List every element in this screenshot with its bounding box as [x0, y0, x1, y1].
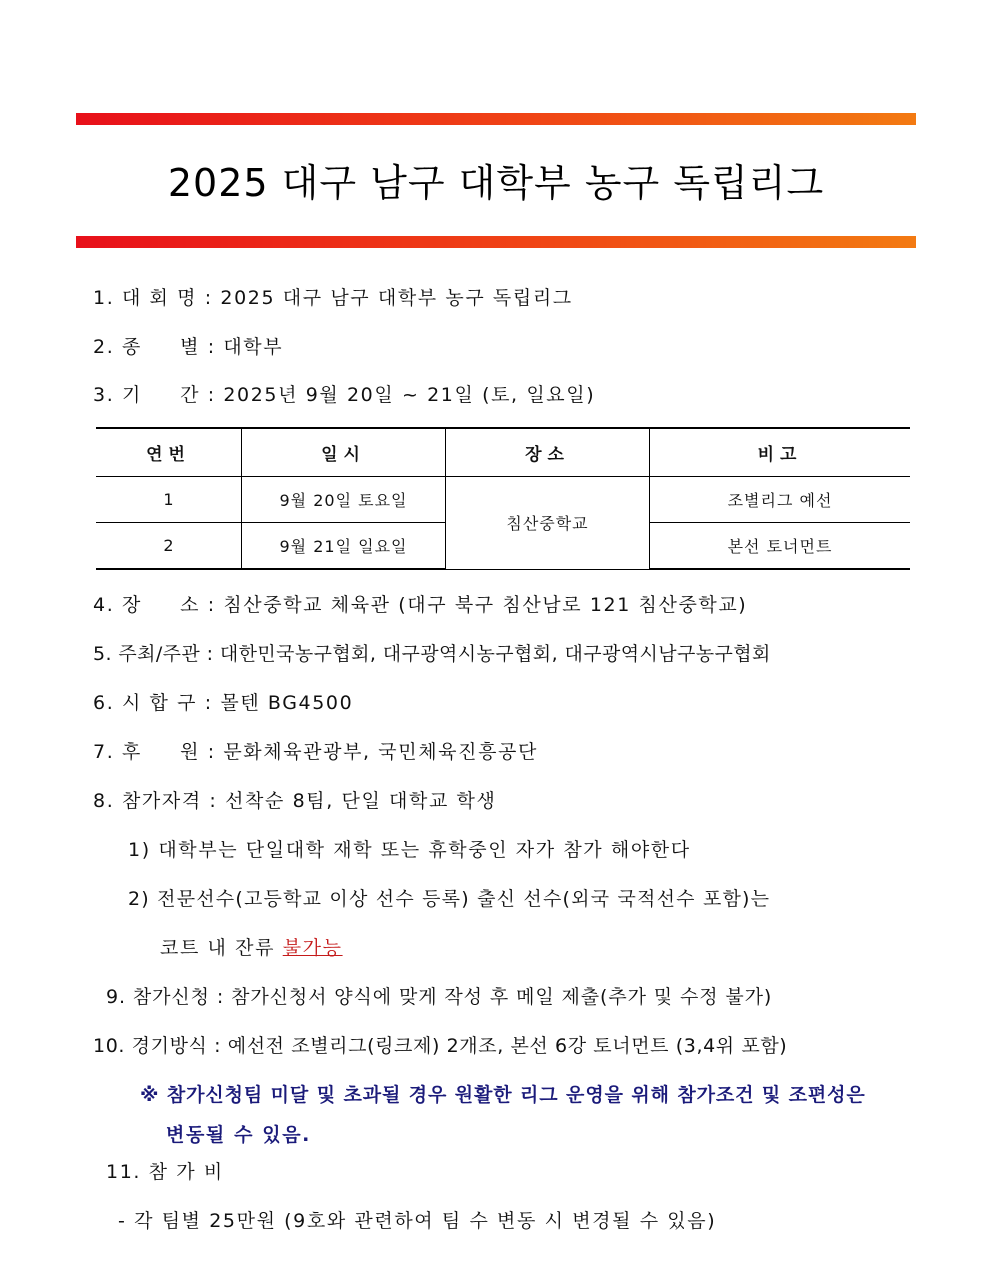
eligibility-rule-2-prefix: 코트 내 잔류	[160, 937, 283, 959]
header-date: 일시	[242, 428, 446, 477]
item-period: 3. 기 간 : 2025년 9월 20일 ~ 21일 (토, 일요일)	[93, 384, 596, 406]
row-date: 9월 20일 토요일	[242, 477, 446, 523]
document-title: 2025 대구 남구 대학부 농구 독립리그	[167, 161, 825, 205]
notice-line-2: 변동될 수 있음.	[166, 1124, 311, 1146]
item-host: 5. 주최/주관 : 대한민국농구협회, 대구광역시농구협회, 대구광역시남구농구협회	[93, 643, 771, 665]
row-no: 1	[96, 477, 242, 523]
row-date: 9월 21일 일요일	[242, 523, 446, 570]
header-no: 연번	[96, 428, 242, 477]
item-format: 10. 경기방식 : 예선전 조별리그(링크제) 2개조, 본선 6강 토너먼트 (3,4위 포함)	[93, 1035, 788, 1057]
item-ball: 6. 시 합 구 : 몰텐 BG4500	[93, 692, 354, 714]
schedule-table	[96, 427, 910, 570]
row-no: 2	[96, 523, 242, 570]
notice-line-1: ※ 참가신청팀 미달 및 초과될 경우 원활한 리그 운영을 위해 참가조건 및 조편성은	[140, 1084, 866, 1106]
item-application: 9. 참가신청 : 참가신청서 양식에 맞게 작성 후 메일 제출(추가 및 수정 불가)	[106, 986, 773, 1008]
item-event-name: 1. 대 회 명 : 2025 대구 남구 대학부 농구 독립리그	[93, 287, 573, 309]
bottom-accent-bar	[76, 236, 916, 248]
table-row	[96, 477, 910, 523]
item-fee-detail: - 각 팀별 25만원 (9호와 관련하여 팀 수 변동 시 변경될 수 있음)	[118, 1210, 717, 1232]
eligibility-rule-1: 1) 대학부는 단일대학 재학 또는 휴학중인 자가 참가 해야한다	[128, 839, 691, 861]
item-eligibility: 8. 참가자격 : 선착순 8팀, 단일 대학교 학생	[93, 790, 497, 812]
row-venue: 침산중학교	[446, 477, 650, 570]
eligibility-rule-2-cont	[160, 933, 343, 960]
header-note: 비고	[650, 428, 911, 477]
top-accent-bar	[76, 113, 916, 125]
item-category: 2. 종 별 : 대학부	[93, 336, 284, 358]
emphasis-impossible: 불가능	[282, 937, 343, 959]
eligibility-rule-2: 2) 전문선수(고등학교 이상 선수 등록) 출신 선수(외국 국적선수 포함)는	[128, 888, 771, 910]
row-note: 본선 토너먼트	[650, 523, 911, 570]
item-fee: 11. 참 가 비	[106, 1161, 224, 1183]
item-venue: 4. 장 소 : 침산중학교 체육관 (대구 북구 침산남로 121 침산중학교)	[93, 594, 748, 616]
item-sponsor: 7. 후 원 : 문화체육관광부, 국민체육진흥공단	[93, 741, 538, 763]
row-note: 조별리그 예선	[650, 477, 911, 523]
header-venue: 장소	[446, 428, 650, 477]
